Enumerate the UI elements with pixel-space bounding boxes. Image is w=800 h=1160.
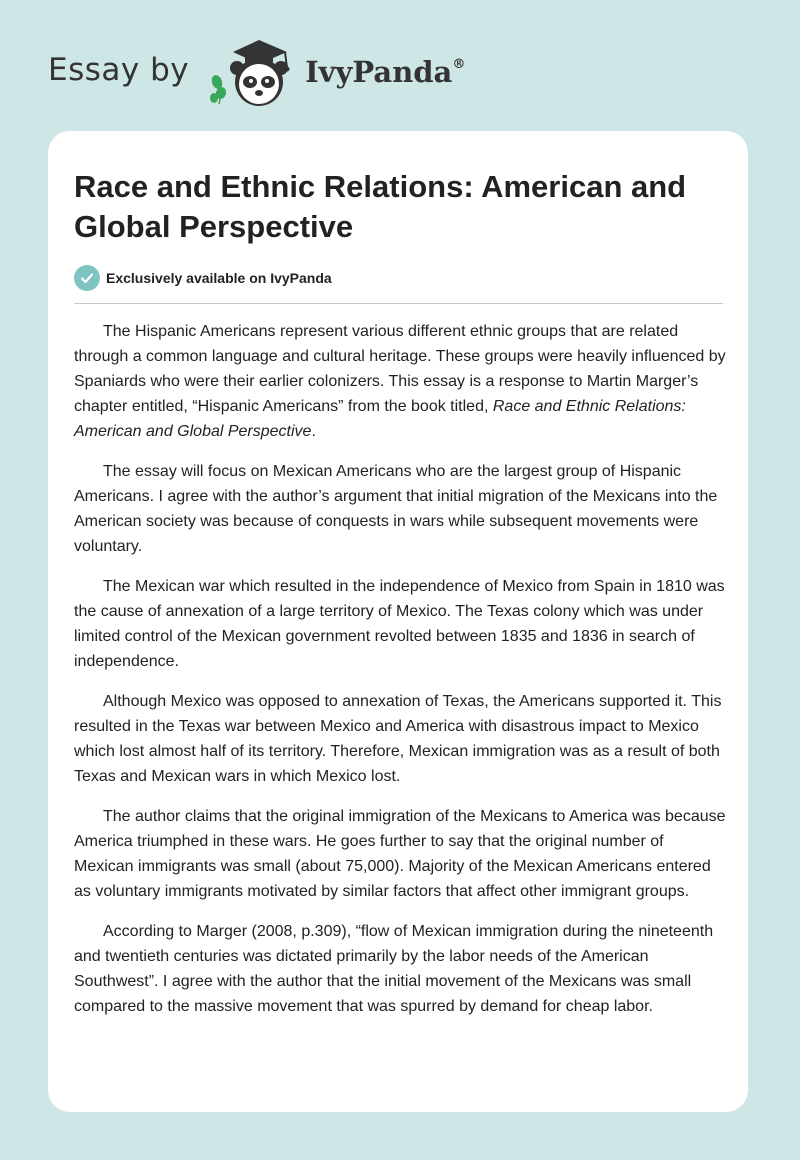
exclusive-badge xyxy=(74,265,332,291)
essay-paragraph xyxy=(74,804,726,904)
essay-paragraph xyxy=(74,689,726,789)
essay-body xyxy=(74,319,726,1034)
panda-logo-icon[interactable] xyxy=(207,38,299,108)
essay-paragraph xyxy=(74,459,726,559)
checkmark-icon xyxy=(74,265,100,291)
paragraph-text: The Mexican war which resulted in the independence of Mexico from Spain in 1810 was the cause of annexation of a large territory of Mexico. The Texas colony which was under limited control of the Mexican government revolted between 1835 and 1836 in search of independence. xyxy=(74,578,725,670)
paragraph-text: . xyxy=(311,423,316,440)
paragraph-text: According to Marger (2008, p.309), “flow of Mexican immigration during the nineteenth and twentieth centuries was dictated primarily by the labor needs of the American Southwest”. I agree with the author that the initial movement of the Mexicans was small compared to the massive movement that was spurred by demand for cheap labor. xyxy=(74,923,714,1015)
essay-paragraph xyxy=(74,319,726,444)
essay-paragraph xyxy=(74,919,726,1019)
essay-card xyxy=(48,131,748,1112)
ivy-leaf-icon xyxy=(210,74,228,104)
essay-paragraph xyxy=(74,574,726,674)
page-title: Race and Ethnic Relations: American and Global Perspective xyxy=(74,169,687,244)
paragraph-text: Although Mexico was opposed to annexation of Texas, the Americans supported it. This resulted in the Texas war between Mexico and America with disastrous impact to Mexico which lost almost half of its territory. Therefore, Mexican immigration was as a result of both Texas and Mexican wars in which Mexico lost. xyxy=(74,693,722,785)
paragraph-text: The author claims that the original immigration of the Mexicans to America was because America triumphed in these wars. He goes further to say that the original number of Mexican immigrants was small (about 75,000). Majority of the Mexican Americans entered as voluntary immigrants motivated by similar factors that affect other immigrant groups. xyxy=(74,808,726,900)
book-title: Race and Ethnic Relations: American and Global Perspective xyxy=(74,398,686,440)
site-header xyxy=(48,38,648,108)
paragraph-text: The essay will focus on Mexican Americans who are the largest group of Hispanic Americans. I agree with the author’s argument that initial migration of the Mexicans into the American society was because of conquests in wars while subsequent movements were voluntary. xyxy=(74,463,718,555)
brand-name[interactable]: IvyPanda® xyxy=(305,55,466,89)
divider xyxy=(74,303,723,304)
badge-label: Exclusively available on IvyPanda xyxy=(106,270,332,286)
essay-by-label: Essay by xyxy=(48,52,190,88)
paragraph-text: The Hispanic Americans represent various different ethnic groups that are related through a common language and cultural heritage. These groups were heavily influenced by Spaniards who were their earlier colonizers. This essay is a response to Martin Marger’s chapter entitled, “Hispanic Americans” from the book titled, xyxy=(74,323,726,415)
